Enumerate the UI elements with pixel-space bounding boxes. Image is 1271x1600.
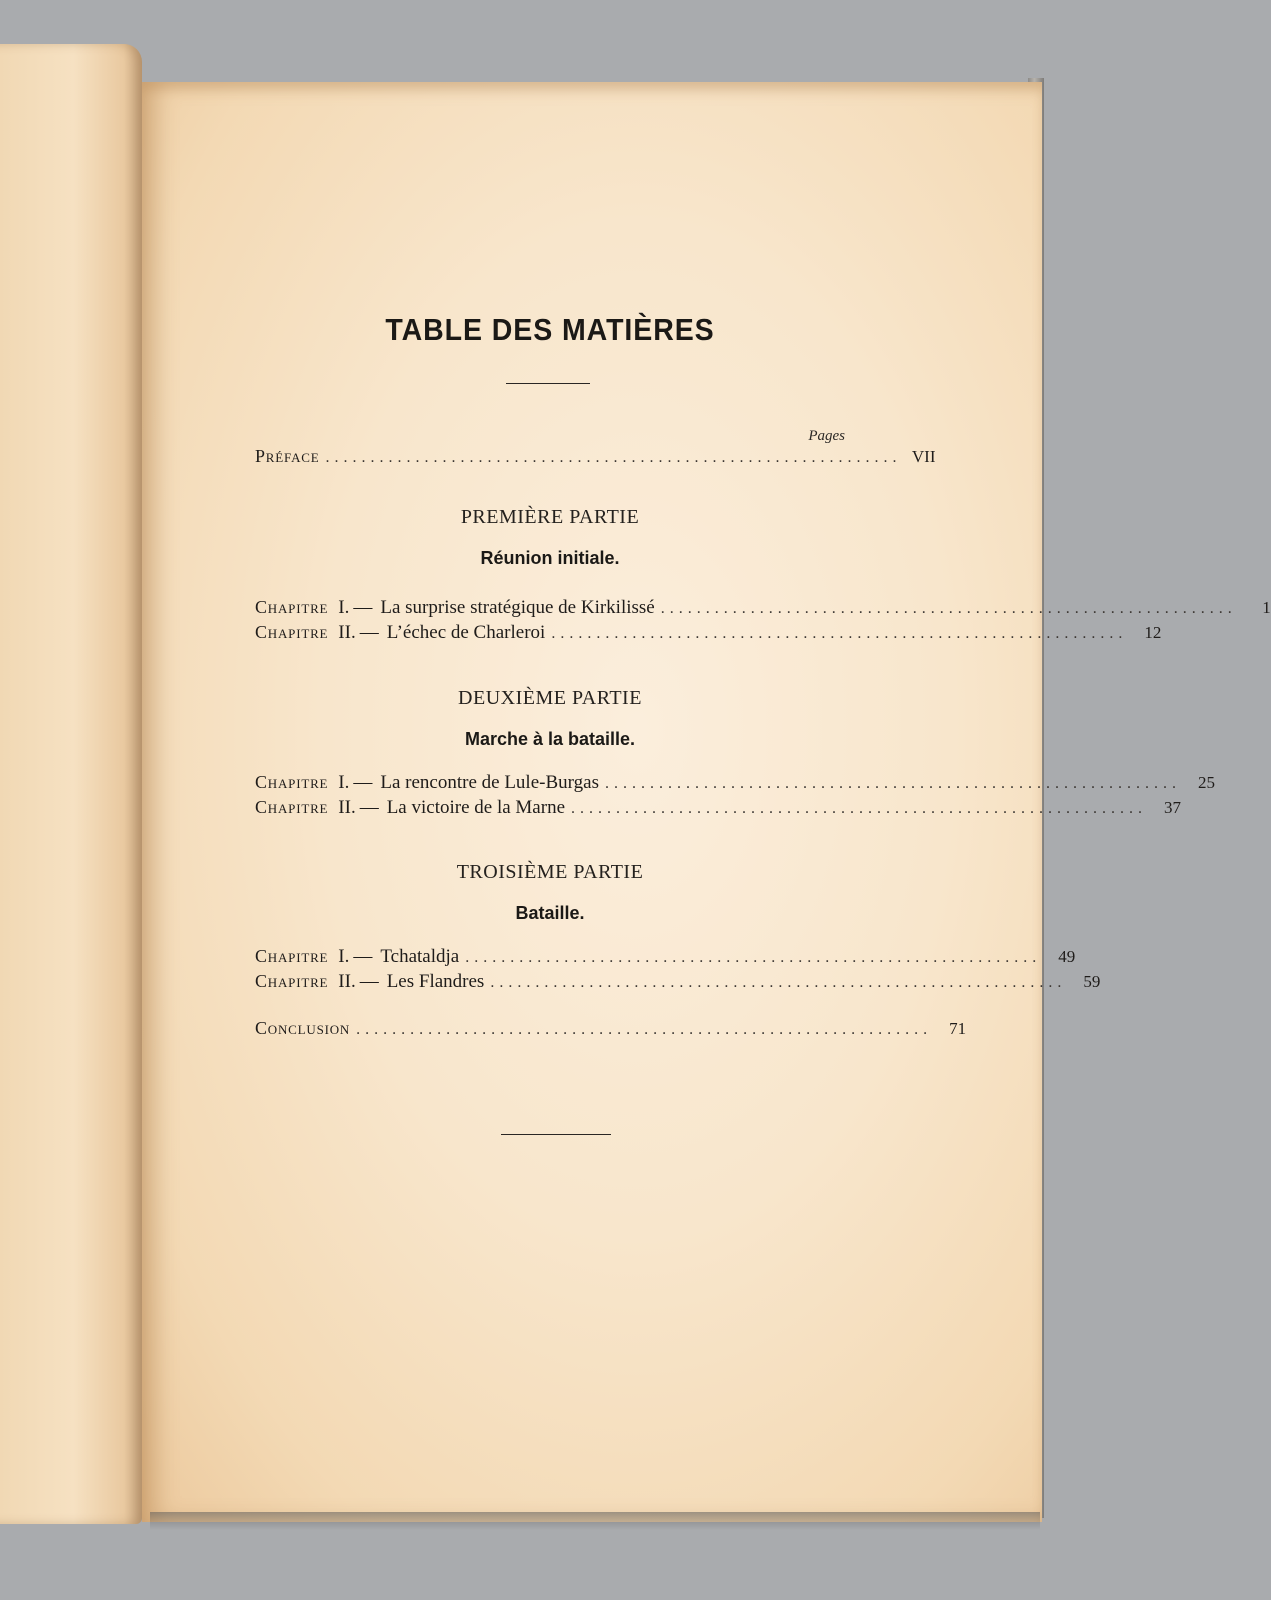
title-rule (506, 383, 590, 384)
leader-dots: ................................................................ (604, 775, 1181, 792)
chapter-prefix: Chapitre (255, 772, 329, 792)
chapter-title: La surprise stratégique de Kirkilissé (380, 597, 655, 618)
entry-page: 59 (1083, 972, 1101, 991)
chapter-prefix: Chapitre (255, 597, 329, 617)
chapter-dash: — (353, 597, 373, 618)
chapter-prefix: Chapitre (255, 797, 329, 817)
chapter-title: Les Flandres (386, 971, 485, 992)
toc-entry-chapter (255, 797, 1182, 823)
chapter-dash: — (359, 622, 379, 643)
entry-page: 49 (1058, 947, 1076, 966)
leader-dots: ................................................................ (465, 949, 1042, 966)
entry-label: Conclusion (255, 1018, 351, 1038)
chapter-prefix: Chapitre (255, 946, 329, 966)
toc-entry-chapter (255, 597, 1271, 623)
entry-page: 25 (1197, 773, 1215, 792)
pages-column-label: Pages (808, 428, 845, 444)
part-subtitle: Bataille. (515, 903, 585, 923)
left-page (0, 44, 142, 1524)
leader-dots: ................................................................ (325, 449, 902, 466)
leader-dots: ................................................................ (356, 1021, 933, 1038)
page-title: TABLE DES MATIÈRES (385, 312, 715, 347)
chapter-dash: — (359, 971, 379, 992)
entry-page: 1 (1262, 598, 1271, 617)
entry-page: 12 (1144, 623, 1162, 642)
entry-label: Préface (255, 446, 320, 466)
chapter-title: L’échec de Charleroi (386, 622, 546, 643)
chapter-number: I. (338, 597, 350, 618)
chapter-title: Tchataldja (380, 946, 460, 967)
toc-entry-conclusion (255, 1018, 967, 1044)
toc-entry-chapter (255, 946, 1076, 972)
chapter-number: II. (338, 797, 356, 818)
leader-dots: ................................................................ (660, 600, 1237, 617)
chapter-number: I. (338, 946, 350, 967)
chapter-number: I. (338, 772, 350, 793)
entry-page: 71 (949, 1019, 967, 1038)
chapter-dash: — (353, 772, 373, 793)
leader-dots: ................................................................ (571, 800, 1148, 817)
chapter-prefix: Chapitre (255, 971, 329, 991)
part-heading: TROISIÈME PARTIE (456, 861, 644, 883)
chapter-title: La rencontre de Lule-Burgas (380, 772, 599, 793)
toc-entry-chapter (255, 971, 1101, 997)
chapter-title: La victoire de la Marne (386, 797, 566, 818)
entry-page: 37 (1164, 798, 1182, 817)
toc-entry-preface (255, 446, 936, 472)
end-rule (501, 1134, 611, 1135)
toc-entry-chapter (255, 622, 1162, 648)
chapter-number: II. (338, 622, 356, 643)
chapter-number: II. (338, 971, 356, 992)
chapter-dash: — (359, 797, 379, 818)
page-shadow (150, 1512, 1040, 1530)
chapter-prefix: Chapitre (255, 622, 329, 642)
leader-dots: ................................................................ (551, 625, 1128, 642)
part-subtitle: Marche à la bataille. (464, 729, 636, 749)
leader-dots: ................................................................ (490, 974, 1067, 991)
chapter-dash: — (353, 946, 373, 967)
part-heading: DEUXIÈME PARTIE (458, 687, 642, 709)
part-subtitle: Réunion initiale. (480, 548, 620, 568)
part-heading: PREMIÈRE PARTIE (460, 506, 640, 528)
entry-page: VII (911, 447, 936, 466)
toc-entry-chapter (255, 772, 1215, 798)
